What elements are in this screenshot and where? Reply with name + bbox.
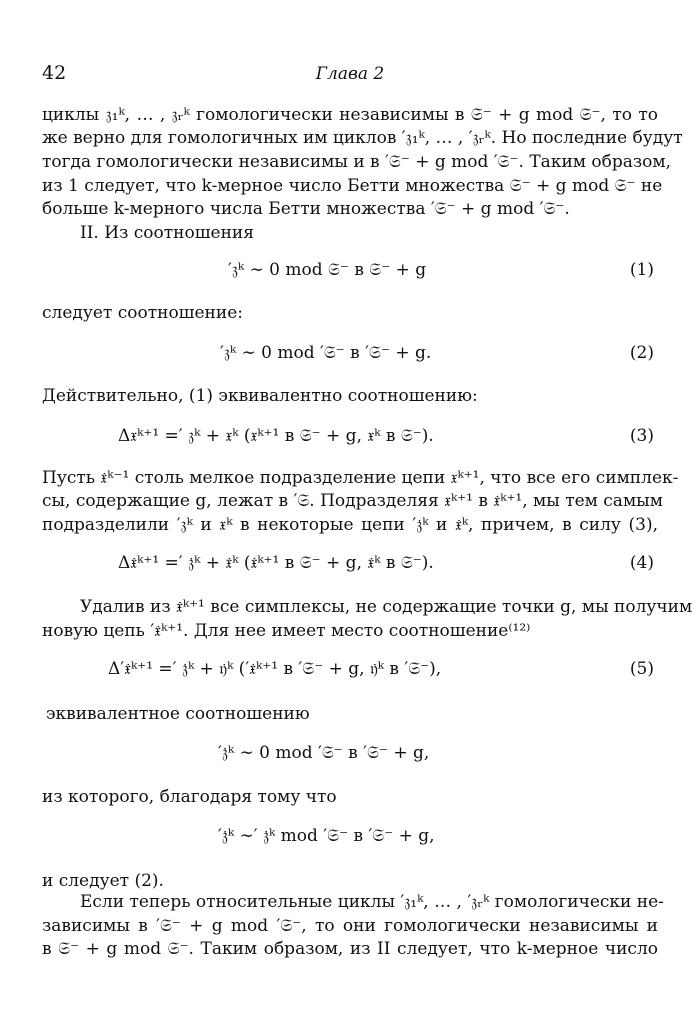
text-line: из которого, благодаря тому что: [42, 787, 337, 807]
text-line: Пусть 𝔵̇ᵏ⁻¹ столь мелкое подразделение цепи 𝔵ᵏ⁺¹, что все его симплек-: [42, 468, 679, 488]
text-line: циклы 𝔷₁ᵏ, … , 𝔷ᵣᵏ гомологически независимы в 𝔖⁻ + g mod 𝔖⁻, то то: [42, 105, 658, 125]
text-line: больше k-мерного числа Бетти множества ′𝔖⁻ + g mod ′𝔖⁻.: [42, 199, 570, 219]
text-line: же верно для гомологичных им циклов ′𝔷₁ᵏ, … , ′𝔷ᵣᵏ. Но последние будут: [42, 128, 683, 148]
section-heading: II. Из соотношения: [80, 223, 254, 243]
text-line: из 1 следует, что k-мерное число Бетти множества 𝔖⁻ + g mod 𝔖⁻ не: [42, 176, 663, 196]
text-line: эквивалентное соотношению: [46, 704, 310, 724]
text-line: подразделили ′𝔷ᵏ и 𝔵ᵏ в некоторые цепи ′𝔷̇ᵏ и 𝔵̇ᵏ, причем, в силу (3),: [42, 515, 658, 535]
page-number: 42: [42, 62, 67, 84]
text-line: новую цепь ′𝔵̇ᵏ⁺¹. Для нее имеет место соотношение⁽¹²⁾: [42, 621, 531, 641]
text-line: тогда гомологически независимы и в ′𝔖⁻ + g mod ′𝔖⁻. Таким образом,: [42, 152, 672, 172]
text-line: Действительно, (1) эквивалентно соотношению:: [42, 386, 478, 406]
equation-3: Δ𝔵ᵏ⁺¹ =′ 𝔷ᵏ + 𝔵ᵏ (𝔵ᵏ⁺¹ в 𝔖⁻ + g, 𝔵ᵏ в 𝔖⁻).: [118, 426, 434, 446]
equation-7: ′𝔷̇ᵏ ∼′ 𝔷̇ᵏ mod ′𝔖⁻ в ′𝔖⁻ + g,: [218, 826, 435, 846]
text-line: Удалив из 𝔵̇ᵏ⁺¹ все симплексы, не содержащие точки g, мы получим: [80, 597, 693, 617]
text-line: следует соотношение:: [42, 303, 243, 323]
equation-number: (2): [629, 343, 654, 363]
equation-number: (1): [629, 260, 654, 280]
equation-number: (4): [629, 553, 654, 573]
equation-2: ′𝔷ᵏ ∼ 0 mod ′𝔖⁻ в ′𝔖⁻ + g.: [220, 343, 432, 363]
equation-5: Δ′𝔵̇ᵏ⁺¹ =′ 𝔷̇ᵏ + 𝔶̇ᵏ (′𝔵̇ᵏ⁺¹ в ′𝔖⁻ + g, 𝔶̇ᵏ в ′𝔖⁻),: [108, 659, 442, 679]
equation-6: ′𝔷̇ᵏ ∼ 0 mod ′𝔖⁻ в ′𝔖⁻ + g,: [218, 743, 430, 763]
running-header: Глава 2: [315, 64, 385, 84]
equation-number: (3): [629, 426, 654, 446]
equation-number: (5): [629, 659, 654, 679]
equation-4: Δ𝔵̇ᵏ⁺¹ =′ 𝔷̇ᵏ + 𝔵̇ᵏ (𝔵̇ᵏ⁺¹ в 𝔖⁻ + g, 𝔵̇ᵏ в 𝔖⁻).: [118, 553, 434, 573]
text-line: в 𝔖⁻ + g mod 𝔖⁻. Таким образом, из II следует, что k-мерное число: [42, 939, 658, 959]
equation-1: ′𝔷ᵏ ∼ 0 mod 𝔖⁻ в 𝔖⁻ + g: [228, 260, 427, 280]
text-line: зависимы в ′𝔖⁻ + g mod ′𝔖⁻, то они гомологически независимы и: [42, 916, 658, 936]
text-line: сы, содержащие g, лежат в ′𝔖. Подразделяя 𝔵ᵏ⁺¹ в 𝔵̇ᵏ⁺¹, мы тем самым: [42, 491, 663, 511]
text-line: и следует (2).: [42, 871, 164, 891]
text-line: Если теперь относительные циклы ′𝔷₁ᵏ, … , ′𝔷ᵣᵏ гомологически не-: [80, 892, 664, 912]
